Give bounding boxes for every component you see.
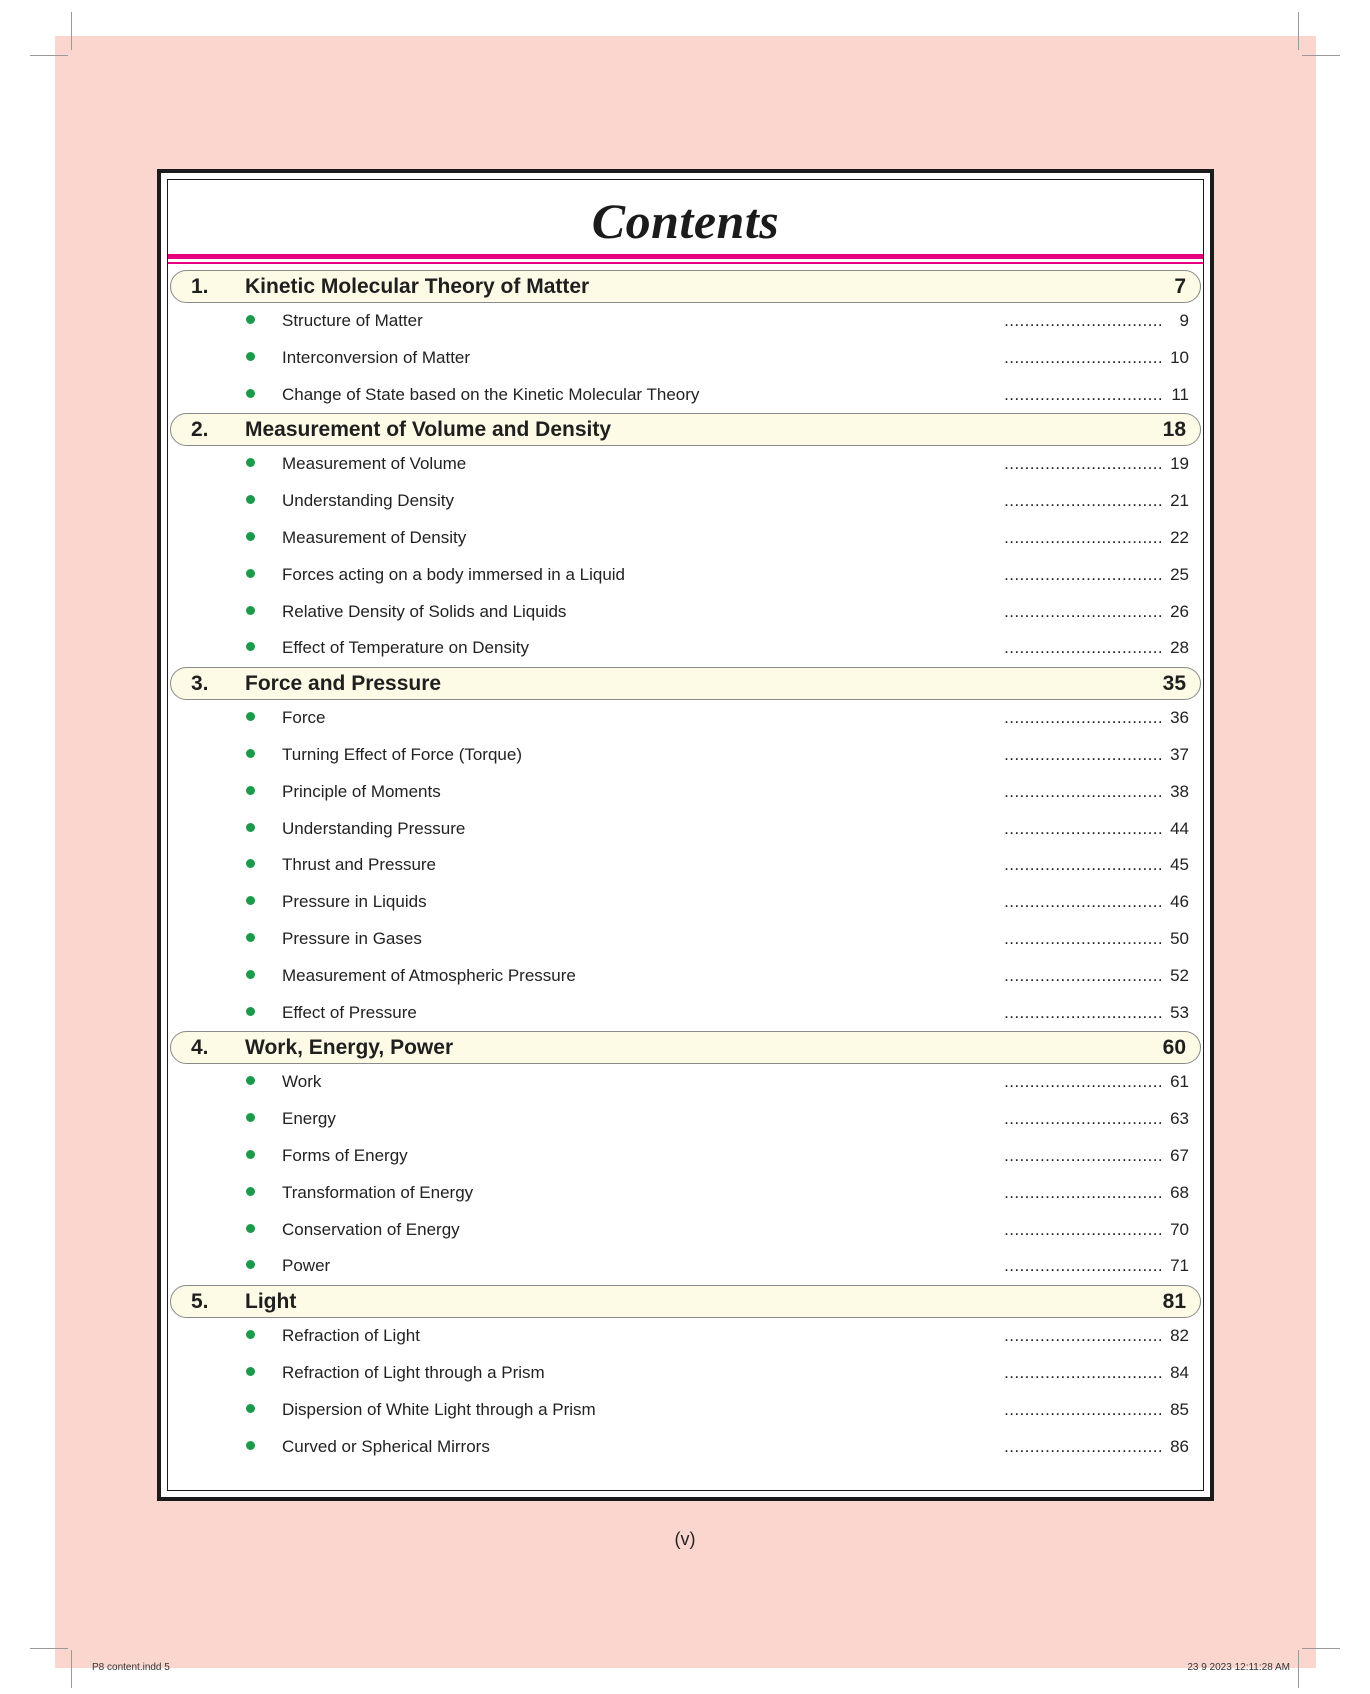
dot-leader: ............................... <box>1004 1436 1163 1456</box>
topic-title: Energy <box>282 1109 336 1129</box>
topic-title: Change of State based on the Kinetic Molecular Theory <box>282 384 700 404</box>
topic-page: 25 <box>1170 564 1189 584</box>
topic-page: 38 <box>1170 781 1189 801</box>
chapter-header[interactable] <box>170 270 1201 303</box>
topic-item[interactable] <box>168 774 1203 811</box>
topic-title: Understanding Density <box>282 491 454 511</box>
topic-title: Dispersion of White Light through a Prism <box>282 1399 596 1419</box>
bullet-icon <box>246 642 255 651</box>
date-slug: 23 9 2023 12:11:28 AM <box>1187 1662 1290 1673</box>
topic-title: Understanding Pressure <box>282 818 466 838</box>
bullet-icon <box>246 569 255 578</box>
topic-item[interactable] <box>168 811 1203 848</box>
chapter-list <box>168 270 1203 1465</box>
topic-page: 85 <box>1170 1399 1189 1419</box>
chapter-number: 2. <box>191 418 209 442</box>
topic-item[interactable] <box>168 884 1203 921</box>
chapter-title: Light <box>245 1290 297 1314</box>
topic-page: 26 <box>1170 601 1189 621</box>
chapter-header[interactable] <box>170 667 1201 700</box>
bullet-icon <box>246 458 255 467</box>
topic-page: 71 <box>1170 1256 1189 1276</box>
bullet-icon <box>246 1330 255 1339</box>
topic-page: 52 <box>1170 965 1189 985</box>
dot-leader: ............................... <box>1004 638 1163 658</box>
bullet-icon <box>246 1007 255 1016</box>
topic-title: Effect of Temperature on Density <box>282 638 529 658</box>
topic-item[interactable] <box>168 1138 1203 1175</box>
topic-title: Interconversion of Matter <box>282 347 471 367</box>
dot-leader: ............................... <box>1004 1072 1163 1092</box>
topic-item[interactable] <box>168 737 1203 774</box>
bullet-icon <box>246 823 255 832</box>
chapter-page: 35 <box>1162 672 1186 696</box>
dot-leader: ............................... <box>1004 527 1163 547</box>
topic-title: Structure of Matter <box>282 311 423 330</box>
dot-leader: ............................... <box>1004 1219 1163 1239</box>
chapter-page: 7 <box>1174 275 1186 298</box>
dot-leader: ............................... <box>1004 1362 1163 1382</box>
topic-page: 10 <box>1170 347 1189 367</box>
topic-title: Conservation of Energy <box>282 1219 460 1239</box>
bullet-icon <box>246 532 255 541</box>
topic-item[interactable] <box>168 557 1203 594</box>
chapter-number: 4. <box>191 1036 209 1060</box>
topic-page: 63 <box>1170 1109 1189 1129</box>
topic-item[interactable] <box>168 1248 1203 1285</box>
topic-page: 53 <box>1170 1002 1189 1022</box>
bullet-icon <box>246 606 255 615</box>
dot-leader: ............................... <box>1004 311 1163 330</box>
topic-item[interactable] <box>168 520 1203 557</box>
topic-page: 82 <box>1170 1326 1189 1346</box>
topic-page: 70 <box>1170 1219 1189 1239</box>
bullet-icon <box>246 1187 255 1196</box>
bullet-icon <box>246 1260 255 1269</box>
dot-leader: ............................... <box>1004 708 1163 728</box>
bullet-icon <box>246 1367 255 1376</box>
crop-mark <box>30 1648 68 1649</box>
crop-mark <box>1298 12 1299 50</box>
topic-page: 44 <box>1170 818 1189 838</box>
topic-page: 46 <box>1170 892 1189 912</box>
dot-leader: ............................... <box>1004 1182 1163 1202</box>
dot-leader: ............................... <box>1004 1399 1163 1419</box>
chapter-header[interactable] <box>170 1285 1201 1318</box>
dot-leader: ............................... <box>1004 965 1163 985</box>
topic-title: Pressure in Liquids <box>282 892 427 912</box>
topic-page: 84 <box>1170 1362 1189 1382</box>
topic-item[interactable] <box>168 700 1203 737</box>
topic-title: Refraction of Light <box>282 1326 420 1346</box>
bullet-icon <box>246 1441 255 1450</box>
topic-page: 22 <box>1170 527 1189 547</box>
bullet-icon <box>246 315 255 324</box>
bullet-icon <box>246 859 255 868</box>
topic-page: 68 <box>1170 1182 1189 1202</box>
topic-page: 21 <box>1170 491 1189 511</box>
bullet-icon <box>246 1404 255 1413</box>
topic-page: 19 <box>1170 454 1189 474</box>
dot-leader: ............................... <box>1004 564 1163 584</box>
bullet-icon <box>246 1224 255 1233</box>
chapter-header[interactable] <box>170 413 1201 446</box>
topic-page: 86 <box>1170 1436 1189 1456</box>
topic-page: 37 <box>1170 744 1189 764</box>
chapter-title: Measurement of Volume and Density <box>245 418 612 442</box>
dot-leader: ............................... <box>1004 347 1163 367</box>
topic-title: Principle of Moments <box>282 781 441 801</box>
bullet-icon <box>246 970 255 979</box>
chapter-title: Kinetic Molecular Theory of Matter <box>245 275 590 298</box>
dot-leader: ............................... <box>1004 491 1163 511</box>
topic-item[interactable] <box>168 1392 1203 1429</box>
crop-mark <box>1302 1648 1340 1649</box>
topic-title: Measurement of Density <box>282 527 467 547</box>
topic-title: Transformation of Energy <box>282 1182 474 1202</box>
crop-mark <box>30 55 68 56</box>
topic-title: Effect of Pressure <box>282 1002 417 1022</box>
crop-mark <box>71 12 72 50</box>
topic-item[interactable] <box>168 1064 1203 1101</box>
topic-item[interactable] <box>168 921 1203 958</box>
topic-title: Measurement of Atmospheric Pressure <box>282 965 576 985</box>
topic-page: 50 <box>1170 928 1189 948</box>
bullet-icon <box>246 389 255 398</box>
bullet-icon <box>246 749 255 758</box>
dot-leader: ............................... <box>1004 744 1163 764</box>
crop-mark <box>1298 1650 1299 1688</box>
topic-title: Refraction of Light through a Prism <box>282 1362 545 1382</box>
bullet-icon <box>246 1150 255 1159</box>
dot-leader: ............................... <box>1004 1002 1163 1022</box>
topic-page: 67 <box>1170 1145 1189 1165</box>
dot-leader: ............................... <box>1004 892 1163 912</box>
topic-item[interactable] <box>168 340 1203 377</box>
topic-title: Work <box>282 1072 322 1092</box>
chapter-page: 60 <box>1162 1036 1186 1060</box>
title-rule <box>168 254 1203 259</box>
page-number: (v) <box>674 1529 696 1549</box>
topic-title: Thrust and Pressure <box>282 855 437 875</box>
dot-leader: ............................... <box>1004 928 1163 948</box>
topic-title: Curved or Spherical Mirrors <box>282 1436 490 1456</box>
topic-item[interactable] <box>168 958 1203 995</box>
topic-item[interactable] <box>168 1318 1203 1355</box>
chapter-number: 1. <box>191 275 209 298</box>
bullet-icon <box>246 896 255 905</box>
bullet-icon <box>246 352 255 361</box>
topic-item[interactable] <box>168 483 1203 520</box>
dot-leader: ............................... <box>1004 601 1163 621</box>
topic-title: Turning Effect of Force (Torque) <box>282 744 522 764</box>
contents-frame <box>157 169 1214 1501</box>
bullet-icon <box>246 1076 255 1085</box>
bullet-icon <box>246 712 255 721</box>
topic-page: 45 <box>1170 855 1189 875</box>
dot-leader: ............................... <box>1004 384 1163 404</box>
contents-inner-frame <box>167 179 1204 1491</box>
topic-item[interactable] <box>168 303 1203 340</box>
file-slug: P8 content.indd 5 <box>92 1662 170 1673</box>
dot-leader: ............................... <box>1004 1256 1163 1276</box>
topic-item[interactable] <box>168 1212 1203 1249</box>
topic-title: Pressure in Gases <box>282 928 422 948</box>
bullet-icon <box>246 786 255 795</box>
chapter-number: 3. <box>191 672 209 696</box>
chapter-title: Work, Energy, Power <box>245 1036 454 1060</box>
dot-leader: ............................... <box>1004 781 1163 801</box>
topic-item[interactable] <box>168 446 1203 483</box>
topic-item[interactable] <box>168 594 1203 631</box>
topic-item[interactable] <box>168 1429 1203 1466</box>
topic-title: Power <box>282 1256 331 1276</box>
chapter-page: 81 <box>1162 1290 1186 1314</box>
dot-leader: ............................... <box>1004 454 1163 474</box>
dot-leader: ............................... <box>1004 1109 1163 1129</box>
topic-page: 28 <box>1170 638 1189 658</box>
chapter-page: 18 <box>1162 418 1186 442</box>
dot-leader: ............................... <box>1004 855 1163 875</box>
page-title: Contents <box>591 193 780 249</box>
crop-mark <box>1302 55 1340 56</box>
dot-leader: ............................... <box>1004 1326 1163 1346</box>
topic-page: 9 <box>1179 311 1189 330</box>
topic-item[interactable] <box>168 1175 1203 1212</box>
topic-item[interactable] <box>168 1101 1203 1138</box>
topic-item[interactable] <box>168 847 1203 884</box>
topic-title: Measurement of Volume <box>282 454 467 474</box>
dot-leader: ............................... <box>1004 818 1163 838</box>
topic-page: 11 <box>1171 384 1189 404</box>
topic-item[interactable] <box>168 995 1203 1032</box>
topic-title: Force <box>282 708 326 728</box>
topic-title: Forces acting on a body immersed in a Liquid <box>282 564 626 584</box>
topic-item[interactable] <box>168 1355 1203 1392</box>
chapter-header[interactable] <box>170 1031 1201 1064</box>
chapter-number: 5. <box>191 1290 209 1314</box>
bullet-icon <box>246 933 255 942</box>
bullet-icon <box>246 495 255 504</box>
bullet-icon <box>246 1113 255 1122</box>
topic-page: 36 <box>1170 708 1189 728</box>
topic-title: Forms of Energy <box>282 1145 408 1165</box>
topic-title: Relative Density of Solids and Liquids <box>282 601 567 621</box>
dot-leader: ............................... <box>1004 1145 1163 1165</box>
crop-mark <box>71 1650 72 1688</box>
chapter-title: Force and Pressure <box>245 672 442 696</box>
topic-page: 61 <box>1170 1072 1189 1092</box>
topic-item[interactable] <box>168 377 1203 414</box>
title-rule-thin <box>168 262 1203 264</box>
topic-item[interactable] <box>168 630 1203 667</box>
